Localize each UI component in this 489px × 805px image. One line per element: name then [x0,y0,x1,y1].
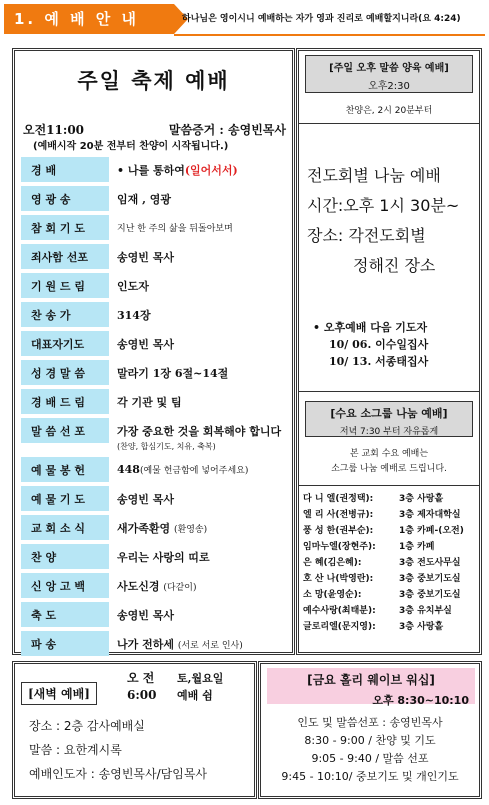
order-value: 말라기 1장 6절~14절 [117,366,229,380]
sunday-pm-time: 오후2:30 [368,81,410,92]
sunday-pm-title: [주일 오후 말씀 양육 예배] [329,63,449,74]
friday-line: 9:05 - 9:40 / 말씀 선포 [311,752,429,765]
order-label: 성 경 말 씀 [21,360,109,385]
divider [299,123,479,124]
list-item: 다 니 엘(권정택): 3층 사랑홀 [303,494,444,504]
order-label: 경 배 [21,157,109,182]
sermon-subline: (찬양, 합심기도, 치유, 축복) [117,442,216,451]
page-title: 주일 축제 예배 [77,69,230,93]
order-label: 참 회 기 도 [21,215,109,240]
friday-title: [금요 홀리 웨이브 워십] [307,673,435,687]
mission-time: 시간:오후 1시 30분~ [307,196,460,215]
divider [299,391,479,392]
friday-line: 9:45 - 10:10/ 중보기도 및 개인기도 [281,770,459,783]
list-item: 소 망(윤영순): 3층 중보기도실 [303,590,461,600]
order-label: 죄사함 선포 [21,244,109,269]
order-label: 교 회 소 식 [21,515,109,540]
dawn-label: [새벽 예배] [21,682,97,705]
dawn-time: 오 전 6:00 [127,671,157,702]
friday-worship-panel [258,661,482,799]
friday-time: 오후 8:30~10:10 [372,694,469,707]
friday-schedule [261,714,479,786]
order-value: 인도자 [117,279,149,293]
order-row [21,455,289,484]
header-verse: 하나님은 영이시니 예배하는 자가 영과 진리로 예배할지니라(요 4:24) [182,14,461,24]
order-row [21,329,289,358]
order-of-service [21,155,289,658]
order-label: 대표자기도 [21,331,109,356]
order-label: 찬 송 가 [21,302,109,327]
order-row [21,242,289,271]
wednesday-time: 저녁 7:30 부터 자유롭게 [339,427,439,437]
order-label: 신 앙 고 백 [21,573,109,598]
list-item: 임마누엘(장현주): 1층 카페 [303,542,435,552]
order-row [21,213,289,242]
order-row [21,571,289,600]
prayer-leader-item: 10/ 13. 서종태집사 [329,355,429,368]
order-label: 파 송 [21,631,109,656]
small-group-list [303,491,464,635]
order-value: 송영빈 목사 [117,608,174,622]
order-value: 송영빈 목사 [117,337,174,351]
header-divider [174,34,485,36]
order-value: 314장 [117,308,151,322]
friday-header [267,668,475,707]
wednesday-title: [수요 소그룹 나눔 예배] [330,407,448,420]
prayer-leaders [313,319,428,370]
order-value: 송영빈 목사 [117,250,174,264]
order-row [21,184,289,213]
order-row [21,484,289,513]
list-item: 풍 성 한(권부순): 1층 카페-(오전) [303,526,464,536]
list-item: 은 혜(김은혜): 3층 전도사무실 [303,558,461,568]
order-label: 영 광 송 [21,186,109,211]
order-value: 지난 한 주의 삶을 뒤돌아보며 [117,224,233,234]
order-value: 나가 전하세 (서로 서로 인사) [117,637,243,651]
order-label: 예 물 봉 헌 [21,457,109,482]
order-label: 경 배 드 림 [21,389,109,414]
order-value: 448(예물 헌금함에 넣어주세요) [117,463,249,476]
order-row [21,358,289,387]
prayer-leader-item: 10/ 06. 이수일집사 [329,338,429,351]
mission-group-block [307,161,459,281]
order-value: 가장 중요한 것을 회복해야 합니다 [117,424,282,438]
order-row [21,513,289,542]
order-value: 사도신경 (다같이) [117,579,197,593]
dawn-header [21,670,249,708]
order-label: 축 도 [21,602,109,627]
list-item: 호 산 나(박영란): 3층 중보기도실 [303,574,461,584]
list-item: 예수사랑(최태분): 3층 유치부실 [303,606,452,616]
prayer-leaders-title: • 오후예배 다음 기도자 [313,321,428,334]
order-row [21,629,289,658]
list-item: 글로리엘(문지영): 3층 사랑홀 [303,622,444,632]
sunday-pm-box [305,55,473,93]
order-row [21,155,289,184]
order-value: • 나를 통하여(일어서서) [117,163,238,177]
order-value: 송영빈 목사 [117,492,174,506]
order-row [21,271,289,300]
wednesday-box [305,401,473,437]
order-value: 각 기관 및 팀 [117,395,182,409]
service-time-line [23,121,286,138]
wednesday-note: 본 교회 수요 예배는 소그룹 나눔 예배로 드립니다. [331,449,447,474]
header [4,4,485,34]
dawn-place: 장소 : 2층 감사예배실 [29,719,145,733]
order-row [21,387,289,416]
friday-line: 인도 및 말씀선포 : 송영빈목사 [297,716,443,729]
order-row [21,600,289,629]
service-note: (예배시작 20분 전부터 찬양이 시작됩니다.) [33,141,229,152]
mission-place-detail: 정해진 장소 [353,256,436,275]
order-label: 말 씀 선 포 [21,418,109,443]
mission-title: 전도회별 나눔 예배 [307,166,441,185]
list-item: 엘 리 사(전병규): 3층 제자대학실 [303,510,461,520]
dawn-details [29,714,207,786]
sunday-pm-note: 찬양은, 2시 20분부터 [345,106,433,116]
service-preacher: 말씀증거 : 송영빈목사 [168,123,286,137]
order-label: 찬 양 [21,544,109,569]
order-row [21,300,289,329]
order-label: 예 물 기 도 [21,486,109,511]
dawn-service-panel [12,661,257,799]
order-label: 기 원 드 림 [21,273,109,298]
dawn-word: 말씀 : 요한계시록 [29,743,122,757]
order-row [21,542,289,571]
section-tab: 1. 예 배 안 내 [4,4,174,34]
order-value: 새가족환영 (환영송) [117,521,208,535]
sunday-service-panel [12,48,295,655]
service-time: 오전11:00 [23,123,85,137]
dawn-leader: 예배인도자 : 송영빈목사/담임목사 [29,767,208,781]
friday-line: 8:30 - 9:00 / 찬양 및 기도 [304,734,436,747]
dawn-day: 토,월요일 예배 쉼 [177,672,224,702]
order-value: 우리는 사랑의 띠로 [117,550,210,564]
mission-place: 장소: 각전도회별 [307,226,426,245]
side-panel [296,48,482,655]
order-value: 임재 , 영광 [117,192,171,206]
divider [299,485,479,486]
